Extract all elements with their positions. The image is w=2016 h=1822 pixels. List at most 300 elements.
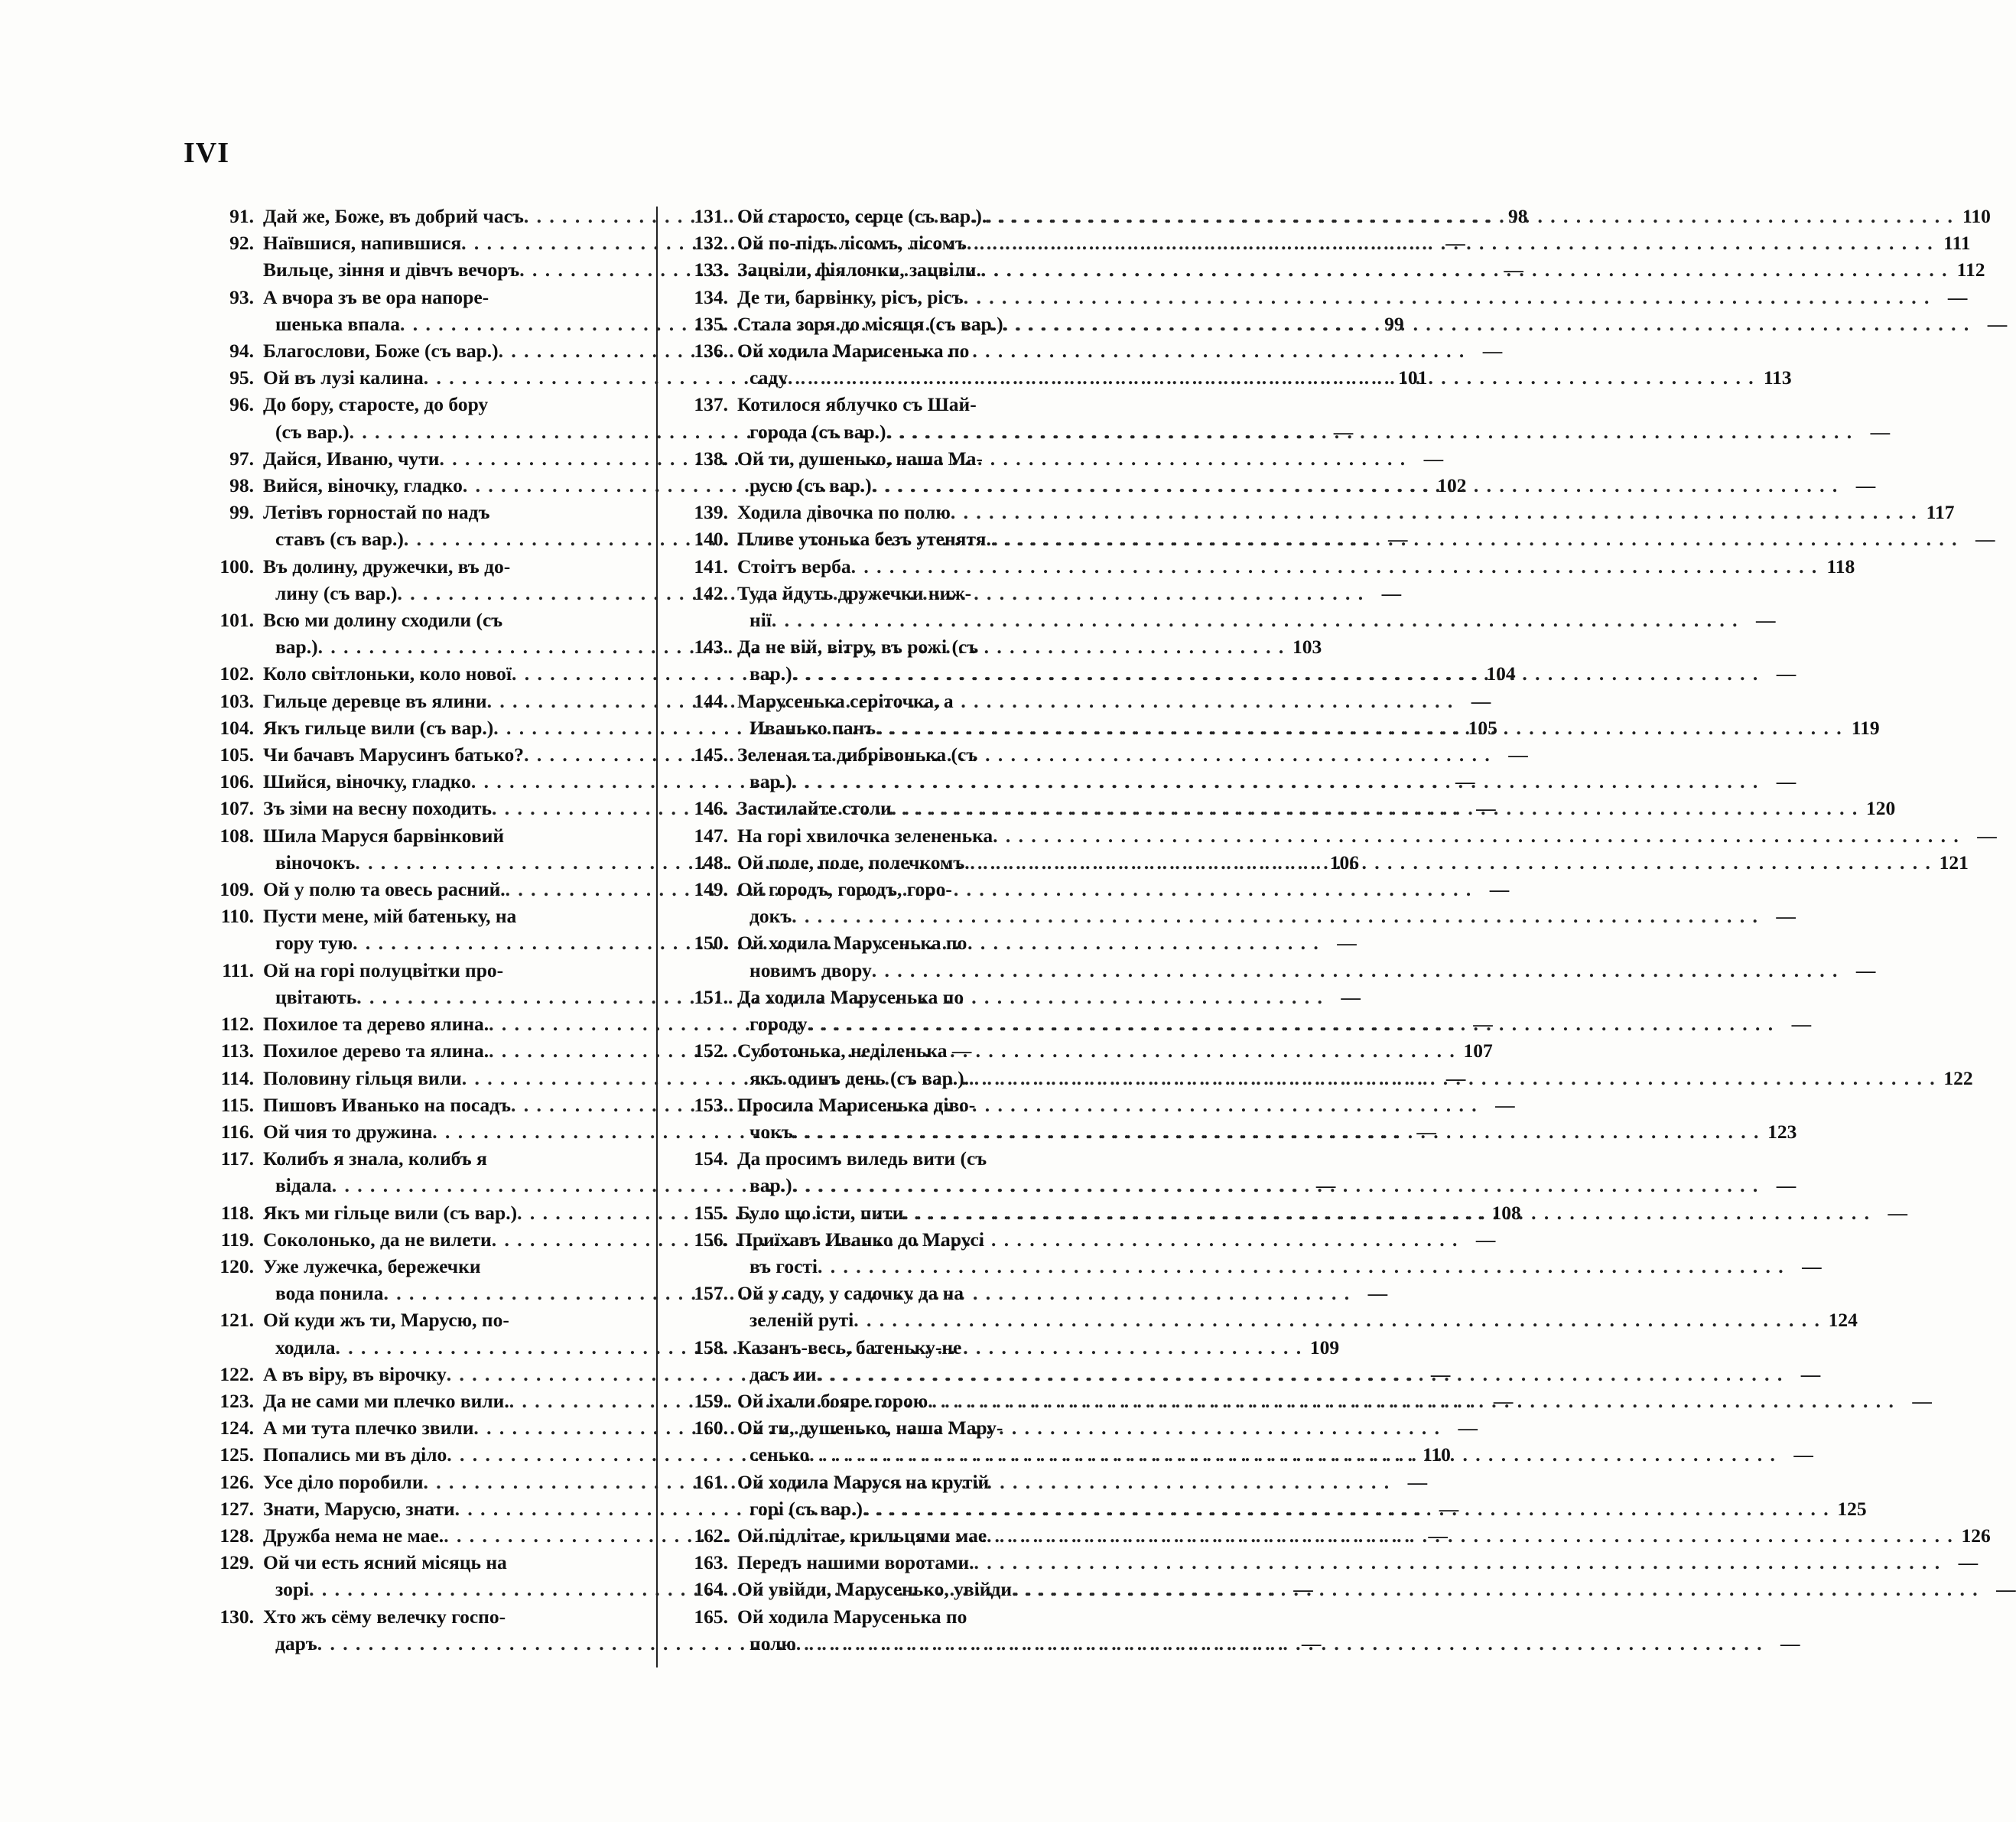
entry-title-line: Колибъ я знала, колибъ я bbox=[263, 1147, 487, 1170]
entry-page: 120 bbox=[1866, 797, 1896, 820]
entry-title-line: Шила Маруся барвінковий bbox=[263, 824, 505, 847]
entry-title-line: горі (съ вар.) bbox=[749, 1497, 863, 1520]
entry-title-line: На горі хвилочка зелененька bbox=[737, 824, 993, 847]
entry-number: 121. bbox=[219, 1309, 254, 1332]
entry-title-line: вар.) bbox=[275, 636, 318, 659]
entry-number: 156. bbox=[694, 1228, 728, 1251]
entry-number: 96. bbox=[229, 393, 254, 416]
entry-title-line: ходила bbox=[275, 1336, 336, 1358]
entry-title bbox=[737, 499, 1918, 525]
entry-number: 162. bbox=[694, 1524, 728, 1547]
entry-number: 127. bbox=[219, 1497, 254, 1520]
entry-number: 137. bbox=[694, 393, 728, 416]
entry-title-line: якъ одинъ день (съ вар.). bbox=[749, 1066, 970, 1089]
entry-page: 125 bbox=[1837, 1497, 1867, 1520]
entry-title bbox=[737, 284, 1930, 311]
entry-title bbox=[737, 929, 1839, 983]
entry-page: — bbox=[1495, 1093, 1515, 1116]
entry-title-line: відала bbox=[275, 1174, 332, 1197]
leader-dots bbox=[987, 203, 1954, 229]
entry-page: 113 bbox=[1763, 366, 1792, 389]
entry-title-line: Ой въ лузі калина bbox=[263, 366, 424, 389]
entry-page: — bbox=[1987, 312, 2008, 335]
entry-title bbox=[737, 1388, 1895, 1414]
entry-page: — bbox=[1802, 1254, 1822, 1277]
entry-number: 91. bbox=[229, 205, 254, 227]
entry-page: 124 bbox=[1828, 1309, 1858, 1332]
entry-title-line: Вийся, віночку, гладко bbox=[263, 474, 463, 497]
entry-number: 114. bbox=[220, 1066, 254, 1089]
entry-page: — bbox=[1315, 1174, 1336, 1197]
entry-number: 117. bbox=[220, 1147, 254, 1170]
entry-title bbox=[737, 1469, 1830, 1522]
entry-number: 138. bbox=[694, 447, 728, 470]
toc-entry bbox=[667, 1145, 1797, 1199]
entry-title-line: Летівъ горностай по надъ bbox=[263, 501, 490, 524]
entry-title bbox=[737, 1603, 1764, 1657]
entry-page: 111 bbox=[1943, 232, 1971, 255]
entry-title-line: Ой старосто, серце (съ вар.). bbox=[737, 205, 987, 227]
entry-page: — bbox=[1776, 770, 1797, 793]
entry-title-line: Ой ти, душенько, наша Мару- bbox=[737, 1417, 1003, 1440]
entry-number: 94. bbox=[229, 340, 254, 363]
entry-page: — bbox=[1439, 1497, 1459, 1520]
toc-entry bbox=[667, 1226, 1822, 1280]
entry-number: 101. bbox=[219, 609, 254, 632]
entry-page: 102 bbox=[1437, 474, 1467, 497]
entry-number: 123. bbox=[219, 1389, 254, 1412]
entry-page: 103 bbox=[1292, 636, 1322, 659]
entry-title-line: Стоітъ верба bbox=[737, 555, 851, 578]
entry-title-line: Гильце деревце въ ялини bbox=[263, 689, 487, 712]
entry-title-line: Ой поле, поле, полечкомъ bbox=[737, 851, 965, 874]
entry-title-line: зеленій руті bbox=[749, 1309, 854, 1332]
entry-number: 115. bbox=[220, 1093, 254, 1116]
entry-number: 157. bbox=[694, 1282, 728, 1305]
entry-number: 120. bbox=[219, 1254, 254, 1277]
entry-number: 160. bbox=[694, 1417, 728, 1440]
entry-title-line: нії bbox=[749, 609, 772, 632]
entry-number: 95. bbox=[229, 366, 254, 389]
entry-page: 110 bbox=[1962, 205, 1991, 227]
entry-title-line: лину (съ вар.) bbox=[275, 581, 398, 604]
entry-page: — bbox=[1756, 609, 1776, 632]
entry-title-line: вар.) bbox=[749, 1174, 792, 1197]
leader-dots bbox=[993, 822, 1960, 849]
entry-title bbox=[737, 822, 1960, 849]
entry-title-line: Ой чи есть ясний місяць на bbox=[263, 1551, 507, 1574]
leader-dots bbox=[796, 1630, 1764, 1657]
entry-page: — bbox=[1504, 259, 1523, 281]
entry-title-line: Иванько панъ bbox=[749, 716, 876, 739]
toc-entry bbox=[667, 1388, 1932, 1414]
entry-title-line: Передъ нашими воротами. bbox=[737, 1551, 974, 1574]
leader-dots bbox=[981, 256, 1949, 283]
entry-title-line: Да не вій, вітру, въ рожі (съ bbox=[737, 636, 979, 659]
entry-title bbox=[737, 876, 1759, 929]
entry-title bbox=[737, 203, 1954, 229]
entry-page: — bbox=[1301, 1632, 1322, 1654]
entry-page: — bbox=[1455, 770, 1475, 793]
entry-page: — bbox=[1445, 232, 1465, 255]
entry-page: — bbox=[1482, 340, 1503, 363]
entry-title-line: Да ходила Марусенька по bbox=[737, 985, 964, 1008]
entry-number: 105. bbox=[219, 743, 254, 766]
leader-dots bbox=[951, 499, 1918, 525]
entry-title-line: Ой іхали бояре горою bbox=[737, 1389, 928, 1412]
entry-number: 132. bbox=[694, 232, 728, 255]
entry-title-line: Ой ходила Маруся на крутій bbox=[737, 1470, 990, 1493]
entry-number: 151. bbox=[694, 985, 728, 1008]
entry-number: 155. bbox=[694, 1201, 728, 1224]
entry-title bbox=[737, 553, 1818, 580]
entry-page: 101 bbox=[1398, 366, 1428, 389]
leader-dots bbox=[872, 957, 1839, 984]
entry-title-line: вар.) bbox=[749, 662, 792, 685]
entry-title-line: Шийся, віночку, гладко bbox=[263, 770, 471, 793]
entry-title-line: Пишовъ Иванько на посадъ bbox=[263, 1093, 511, 1116]
toc-entry bbox=[667, 822, 1997, 849]
entry-page: 105 bbox=[1468, 716, 1497, 739]
entry-title bbox=[737, 525, 1958, 552]
entry-title-line: вода понила bbox=[275, 1282, 384, 1305]
entry-number: 109. bbox=[219, 878, 254, 901]
entry-page: — bbox=[1428, 1524, 1448, 1547]
entry-title bbox=[737, 580, 1739, 633]
entry-title-line: Було що істи, пити bbox=[737, 1201, 904, 1224]
entry-page: — bbox=[1977, 824, 1997, 847]
entry-page: — bbox=[1888, 1201, 1908, 1224]
leader-dots bbox=[772, 607, 1739, 633]
toc-entry bbox=[667, 929, 1876, 983]
entry-number: 149. bbox=[694, 878, 728, 901]
toc-entry bbox=[667, 499, 1955, 525]
entry-title-line: Похилое дерево та ялина. bbox=[263, 1040, 489, 1062]
leader-dots bbox=[817, 1361, 1784, 1388]
entry-title-line: Попались ми въ діло bbox=[263, 1443, 447, 1466]
entry-title-line: полю bbox=[749, 1632, 796, 1654]
entry-title-line: Просила Марисенька діво- bbox=[737, 1093, 976, 1116]
entry-page: 118 bbox=[1826, 555, 1855, 578]
toc-entry bbox=[667, 580, 1776, 633]
entry-title bbox=[737, 1549, 1941, 1576]
entry-page: 122 bbox=[1943, 1066, 1973, 1089]
entry-number: 99. bbox=[229, 501, 254, 524]
entry-title bbox=[737, 688, 1843, 741]
leader-dots bbox=[987, 1522, 1954, 1549]
entry-title-line: Ой увійди, Марусенько, увійди bbox=[737, 1578, 1013, 1601]
entry-title-line: Пусти мене, мій батеньку, на bbox=[263, 905, 517, 928]
entry-title-line: віночокъ bbox=[275, 851, 356, 874]
toc-entry bbox=[667, 1576, 2016, 1602]
leader-dots bbox=[808, 1010, 1775, 1037]
entry-number: 119. bbox=[220, 1228, 254, 1251]
entry-title-line: Ой у полю та овесь расний. bbox=[263, 878, 506, 901]
entry-title-line: Дружба нема не мае. bbox=[263, 1524, 444, 1547]
entry-page: — bbox=[1493, 1389, 1514, 1412]
entry-title-line: Котилося яблучко съ Шай- bbox=[737, 393, 977, 416]
toc-entry bbox=[667, 553, 1855, 580]
entry-page: — bbox=[1381, 581, 1402, 604]
entry-title-line: города (съ вар.) bbox=[749, 420, 886, 443]
entry-page: — bbox=[1337, 932, 1357, 955]
entry-title bbox=[737, 1576, 1979, 1602]
entry-page: — bbox=[1947, 285, 1968, 308]
entry-title bbox=[737, 1414, 1777, 1468]
entry-title bbox=[737, 1522, 1954, 1549]
entry-number: 112. bbox=[220, 1013, 254, 1036]
entry-title-line: Наївшися, напившися bbox=[263, 232, 462, 255]
entry-number: 145. bbox=[694, 743, 728, 766]
entry-number: 103. bbox=[219, 689, 254, 712]
toc-entry bbox=[667, 284, 1968, 311]
entry-title-line: Застилайте столи bbox=[737, 797, 892, 820]
entry-title-line: чокъ bbox=[749, 1120, 793, 1143]
entry-number: 128. bbox=[219, 1524, 254, 1547]
entry-title-line: Вильце, зіння и дівчъ вечоръ bbox=[263, 259, 520, 281]
entry-number: 113. bbox=[220, 1040, 254, 1062]
leader-dots bbox=[1003, 311, 1971, 337]
entry-title-line: саду bbox=[749, 366, 789, 389]
entry-number: 130. bbox=[219, 1605, 254, 1628]
toc-entry bbox=[667, 984, 1812, 1037]
leader-dots bbox=[788, 364, 1755, 391]
entry-title bbox=[737, 445, 1839, 499]
leader-dots bbox=[809, 1441, 1777, 1468]
toc-entry bbox=[667, 256, 1985, 283]
entry-number: 144. bbox=[694, 689, 728, 712]
entry-title-line: Стала зоря до місяця (съ вар.) bbox=[737, 312, 1003, 335]
entry-number: 141. bbox=[694, 555, 728, 578]
entry-title-line: Зъ зіми на весну походить bbox=[263, 797, 493, 820]
entry-page: — bbox=[1430, 1362, 1451, 1385]
entry-page: — bbox=[1367, 1282, 1388, 1305]
entry-title bbox=[737, 1199, 1871, 1226]
entry-number: 164. bbox=[694, 1578, 728, 1601]
entry-page: — bbox=[1776, 662, 1797, 685]
leader-dots bbox=[964, 284, 1931, 311]
entry-number: 108. bbox=[219, 824, 254, 847]
entry-title-line: Ой ходила Марусенька по bbox=[737, 1605, 967, 1628]
entry-title-line: Похилое та дерево ялина. bbox=[263, 1013, 489, 1036]
entry-title-line: Зацвіли, фіялочки, зацвіли. bbox=[737, 259, 981, 281]
entry-number: 153. bbox=[694, 1093, 728, 1116]
toc-entry bbox=[667, 795, 1896, 822]
leader-dots bbox=[792, 903, 1759, 929]
entry-title-line: Знати, Марусю, знати bbox=[263, 1497, 455, 1520]
entry-number: 165. bbox=[694, 1605, 728, 1628]
entry-page: 110 bbox=[1423, 1443, 1451, 1466]
entry-page: — bbox=[1489, 878, 1510, 901]
entry-title bbox=[737, 741, 1759, 795]
entry-title-line: Ой ходила Марисенька по bbox=[737, 340, 970, 363]
entry-page: — bbox=[1508, 743, 1528, 766]
entry-title bbox=[737, 1226, 1785, 1280]
leader-dots bbox=[1012, 1576, 1979, 1602]
entry-page: — bbox=[1870, 420, 1891, 443]
leader-dots bbox=[876, 714, 1843, 741]
entry-number: 110. bbox=[220, 905, 254, 928]
entry-number: 150. bbox=[694, 932, 728, 955]
entry-title-line: Ой підлітае, крильцями мае bbox=[737, 1524, 987, 1547]
entry-title-line: Марусенька серіточка, а bbox=[737, 689, 954, 712]
leader-dots bbox=[792, 1172, 1760, 1199]
entry-page: 108 bbox=[1491, 1201, 1521, 1224]
entry-title-line: гору тую bbox=[275, 932, 353, 955]
entry-page: — bbox=[1780, 1632, 1800, 1654]
entry-number: 143. bbox=[694, 636, 728, 659]
entry-number: 133. bbox=[694, 259, 728, 281]
leader-dots bbox=[854, 1306, 1821, 1333]
entry-title-line: Уже лужечка, бережечки bbox=[263, 1254, 481, 1277]
entry-page: — bbox=[1996, 1578, 2016, 1601]
leader-dots bbox=[974, 1549, 1942, 1576]
entry-title-line: Ой чия то дружина bbox=[263, 1120, 433, 1143]
entry-page: 123 bbox=[1767, 1120, 1797, 1143]
entry-title-line: Туда йдуть дружечки ниж- bbox=[737, 581, 972, 604]
column-divider bbox=[656, 207, 658, 1667]
entry-page: — bbox=[1975, 528, 1995, 551]
entry-number: 142. bbox=[694, 581, 728, 604]
entry-title-line: А вчора зъ ве ора напоре- bbox=[263, 285, 489, 308]
entry-title-line: Ой городъ, городъ, горо- bbox=[737, 878, 952, 901]
entry-title-line: Усе діло поробили bbox=[263, 1470, 424, 1493]
entry-page: — bbox=[1293, 1578, 1313, 1601]
leader-dots bbox=[863, 1495, 1830, 1522]
entry-page: 98 bbox=[1507, 205, 1528, 227]
entry-number: 154. bbox=[694, 1147, 728, 1170]
entry-page: — bbox=[1416, 1120, 1436, 1143]
entry-title-line: Да не сами ми плечко вили. bbox=[263, 1389, 509, 1412]
entry-number: 129. bbox=[219, 1551, 254, 1574]
entry-title bbox=[737, 229, 1934, 256]
entry-title-line: Да просимъ виледь вити (съ bbox=[737, 1147, 987, 1170]
entry-title bbox=[737, 795, 1858, 822]
entry-title-line: Хто жъ сёму велечку госпо- bbox=[263, 1605, 506, 1628]
entry-page: 112 bbox=[1956, 259, 1985, 281]
entry-title-line: вар.) bbox=[749, 770, 792, 793]
entry-number: 107. bbox=[219, 797, 254, 820]
entry-page: — bbox=[1475, 1228, 1496, 1251]
entry-title bbox=[737, 256, 1949, 283]
entry-page: — bbox=[1458, 1417, 1478, 1440]
entry-number: 100. bbox=[219, 555, 254, 578]
entry-title-line: зорі bbox=[275, 1578, 310, 1601]
entry-title-line: Въ долину, дружечки, въ до- bbox=[263, 555, 511, 578]
toc-entry bbox=[667, 1522, 1991, 1549]
entry-title bbox=[737, 849, 1932, 876]
entry-title-line: шенька впала bbox=[275, 312, 400, 335]
entry-title-line: Ой на горі полуцвітки про- bbox=[263, 958, 504, 981]
leader-dots bbox=[792, 660, 1760, 687]
entry-title-line: А ми тута плечко звили bbox=[263, 1417, 474, 1440]
entry-title-line: даръ bbox=[275, 1632, 317, 1654]
entry-number: 147. bbox=[694, 824, 728, 847]
entry-title bbox=[737, 984, 1774, 1037]
entry-number bbox=[193, 256, 263, 283]
entry-page: — bbox=[1333, 420, 1354, 443]
entry-page: — bbox=[1776, 905, 1796, 928]
entry-title-line: сенько bbox=[749, 1443, 810, 1466]
entry-title-line: Казанъ-весь, батеньку-не bbox=[737, 1336, 962, 1358]
entry-title-line: Ой куди жъ ти, Марусю, по- bbox=[263, 1309, 509, 1332]
entry-page: — bbox=[1800, 1362, 1821, 1385]
entry-page: 109 bbox=[1309, 1336, 1340, 1358]
entry-title-line: дасъ ии bbox=[749, 1362, 817, 1385]
entry-title-line: До бору, старосте, до бору bbox=[263, 393, 489, 416]
leader-dots bbox=[903, 1199, 1871, 1226]
entry-number: 111. bbox=[222, 958, 254, 981]
toc-entry bbox=[667, 876, 1796, 929]
entry-page: — bbox=[1445, 1066, 1466, 1089]
leader-dots bbox=[892, 795, 1859, 822]
entry-page: — bbox=[1473, 1013, 1493, 1036]
leader-dots bbox=[928, 1388, 1895, 1414]
entry-number: 125. bbox=[219, 1443, 254, 1466]
entry-title-line: Ой ти, душенько, наша Ма- bbox=[737, 447, 983, 470]
toc-entry bbox=[667, 741, 1797, 795]
entry-page: — bbox=[1776, 1174, 1797, 1197]
entry-title-line: новимъ двору bbox=[749, 958, 872, 981]
entry-page: 99 bbox=[1384, 312, 1404, 335]
entry-number: 158. bbox=[694, 1336, 728, 1358]
entry-title-line: А въ віру, въ вірочку bbox=[263, 1362, 447, 1385]
entry-title-line: докъ bbox=[749, 905, 792, 928]
entry-title-line: Зеленая та дибрівонька (съ bbox=[737, 743, 978, 766]
leader-dots bbox=[886, 418, 1854, 445]
entry-title bbox=[737, 1280, 1821, 1333]
toc-entry bbox=[667, 1092, 1797, 1145]
entry-number: 93. bbox=[229, 285, 254, 308]
entry-page: — bbox=[1423, 447, 1444, 470]
entry-title-line: Де ти, барвінку, рісъ, рісъ bbox=[737, 285, 964, 308]
entry-number: 102. bbox=[219, 662, 254, 685]
entry-page: — bbox=[1793, 1443, 1813, 1466]
entry-page: — bbox=[1388, 528, 1408, 551]
entry-title-line: Половину гільця вили bbox=[263, 1066, 462, 1089]
entry-title-line: Коло світлоньки, коло нової bbox=[263, 662, 512, 685]
toc-entry bbox=[667, 525, 1995, 552]
toc-entry bbox=[667, 1280, 1858, 1333]
entry-number: 163. bbox=[694, 1551, 728, 1574]
entry-title-line: Приїхавъ Иванко до Марусі bbox=[737, 1228, 984, 1251]
entry-number: 92. bbox=[229, 232, 254, 255]
toc-entry bbox=[667, 1469, 1867, 1522]
entry-number: 139. bbox=[694, 501, 728, 524]
entry-title bbox=[737, 311, 1970, 337]
entry-title bbox=[737, 337, 1755, 391]
entry-title-line: Всю ми долину сходили (съ bbox=[263, 609, 503, 632]
entry-page: 121 bbox=[1939, 851, 1969, 874]
leader-dots bbox=[818, 1253, 1785, 1280]
entry-page: — bbox=[1471, 689, 1491, 712]
entry-title-line: Якъ ми гільце вили (съ вар.) bbox=[263, 1201, 518, 1224]
entry-number: 131. bbox=[694, 205, 728, 227]
entry-title-line: Ой по-підъ лісомъ, лісомъ bbox=[737, 232, 967, 255]
entry-number: 136. bbox=[694, 340, 728, 363]
entry-title-line: Пливе утонька безъ утенятя. bbox=[737, 528, 991, 551]
entry-title-line: Суботонька, неділенька — bbox=[737, 1040, 972, 1062]
entry-number: 152. bbox=[694, 1040, 728, 1062]
entry-number: 161. bbox=[694, 1470, 728, 1493]
leader-dots bbox=[991, 525, 1959, 552]
entry-number: 97. bbox=[229, 447, 254, 470]
entry-number: 118. bbox=[220, 1201, 254, 1224]
toc-entry bbox=[667, 1603, 1800, 1657]
entry-page: — bbox=[1958, 1551, 1979, 1574]
page-number: IVI bbox=[184, 137, 230, 169]
entry-title-line: Ой ходила Марусенька по bbox=[737, 932, 967, 955]
